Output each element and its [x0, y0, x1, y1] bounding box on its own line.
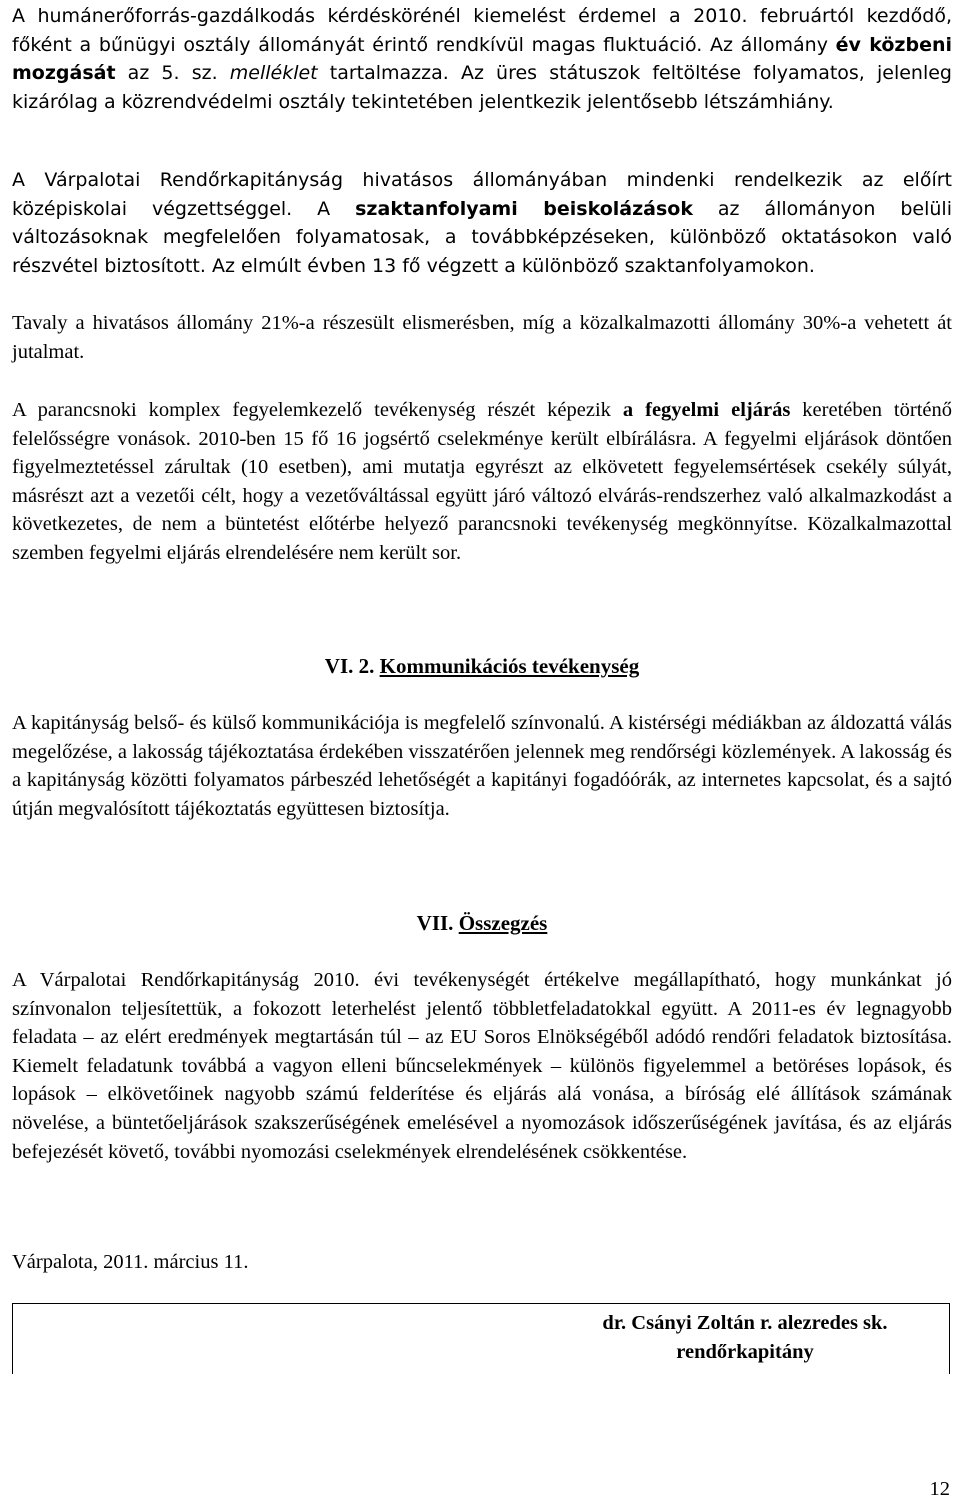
- paragraph-fluctuation: [12, 2, 952, 116]
- paragraph-education: [12, 166, 952, 280]
- paragraph-text: A parancsnoki komplex fegyelemkezelő tevékenység részét képezik: [12, 399, 623, 421]
- place-and-date: Várpalota, 2011. március 11.: [12, 1251, 249, 1273]
- section-title: Kommunikációs tevékenység: [379, 654, 640, 678]
- paragraph-recognition: Tavaly a hivatásos állomány 21%-a részesült elismerésben, míg a közalkalmazotti állomány 30%-a vehetett át jutalmat.: [12, 312, 952, 363]
- paragraph-text: A Várpalotai Rendőrkapitányság hivatásos állományában mindenki rendelkezik az előírt középiskolai végzettséggel. A: [12, 169, 952, 220]
- paragraph-text: tartalmazza. Az üres státuszok feltöltése folyamatos, jelenleg kizárólag a közrendvédelmi osztály tekintetében jelentkezik jelentősebb létszámhiány.: [12, 62, 952, 113]
- signature-title-line: [12, 1338, 948, 1366]
- paragraph-communication: A kapitányság belső- és külső kommunikációja is megfelelő színvonalú. A kistérségi médiákban az áldozattá válás megelőzése, a lakosság tájékoztatása érdekében visszatérően jelennek meg rendőrségi közlemények. A lakosság és a kapitányság közötti folyamatos párbeszéd lehetőségét a kapitányi fogadóórák, az internetes kapcsolat, és a sajtó útján megvalósított tájékoztatás együttesen biztosítja.: [12, 712, 952, 820]
- paragraph-text: keretében történő felelősségre vonások. 2010-ben 15 fő 16 jogsértő cselekménye került elbírálásra. A fegyelmi eljárások döntően figyelmeztetéssel zárultak (10 esetben), ami mutatja egyrészt az elkövetett fegyelemsértések csekély súlyát, másrészt azt a vezetői célt, hogy a vezetőváltással együtt járó változó elvárás-rendszerhez való alkalmazkodást a következetes, de nem a büntetést előtérbe helyező parancsnoki tevékenység megkönnyítse. Közalkalmazottal szemben fegyelmi eljárás elrendelésére nem került sor.: [12, 399, 952, 564]
- signature-name-line: [12, 1309, 948, 1337]
- section-heading-summary: [12, 909, 952, 937]
- section-heading-communication: [12, 652, 952, 680]
- page-number: 12: [929, 1478, 950, 1500]
- paragraph-discipline: [12, 396, 952, 568]
- section-title: Összegzés: [458, 911, 548, 935]
- paragraph-text: A humánerőforrás-gazdálkodás kérdéskörénél kiemelést érdemel a 2010. februártól kezdődő, főként a bűnügyi osztály állományát érintő rendkívül magas fluktuáció. Az állomány: [12, 5, 952, 56]
- paragraph-text: az 5. sz.: [115, 62, 230, 85]
- bold-phrase: szaktanfolyami beiskolázások: [355, 197, 693, 220]
- bold-phrase: év közbeni mozgását: [12, 33, 952, 85]
- signatory-name: dr. Csányi Zoltán r. alezredes sk.: [602, 1312, 888, 1334]
- section-number: VII.: [416, 911, 459, 935]
- italic-phrase: melléklet: [229, 62, 318, 85]
- section-number: VI. 2.: [324, 654, 380, 678]
- paragraph-text: az állományon belüli változásoknak megfelelően folyamatosak, a továbbképzéseken, különböző oktatásokon való részvétel biztosított. Az elmúlt évben 13 fő végzett a különböző szaktanfolyamokon.: [12, 197, 952, 277]
- signatory-title: rendőrkapitány: [676, 1341, 814, 1363]
- bold-phrase: a fegyelmi eljárás: [622, 399, 791, 421]
- paragraph-summary: A Várpalotai Rendőrkapitányság 2010. évi tevékenységét értékelve megállapítható, hogy munkánkat jó színvonalon teljesítettük, a fokozott leterhelést jelentő többletfeladatokkal együtt. A 2011-es év legnagyobb feladata – az elért eredmények megtartásán túl – az EU Soros Elnökségéből adódó rendőri feladatok biztosítása. Kiemelt feladatunk továbbá a vagyon elleni bűncselekmények – különös figyelemmel a betöréses lopások, és lopások – elkövetőinek nagyobb számú felderítése és eljárás alá vonása, a bíróság elé állítások számának növelése, a büntetőeljárások szakszerűségének emelésével a nyomozások időszerűségének javítása, és az eljárás befejezését követő, további nyomozási cselekmények elrendelésének csökkentése.: [12, 969, 952, 1163]
